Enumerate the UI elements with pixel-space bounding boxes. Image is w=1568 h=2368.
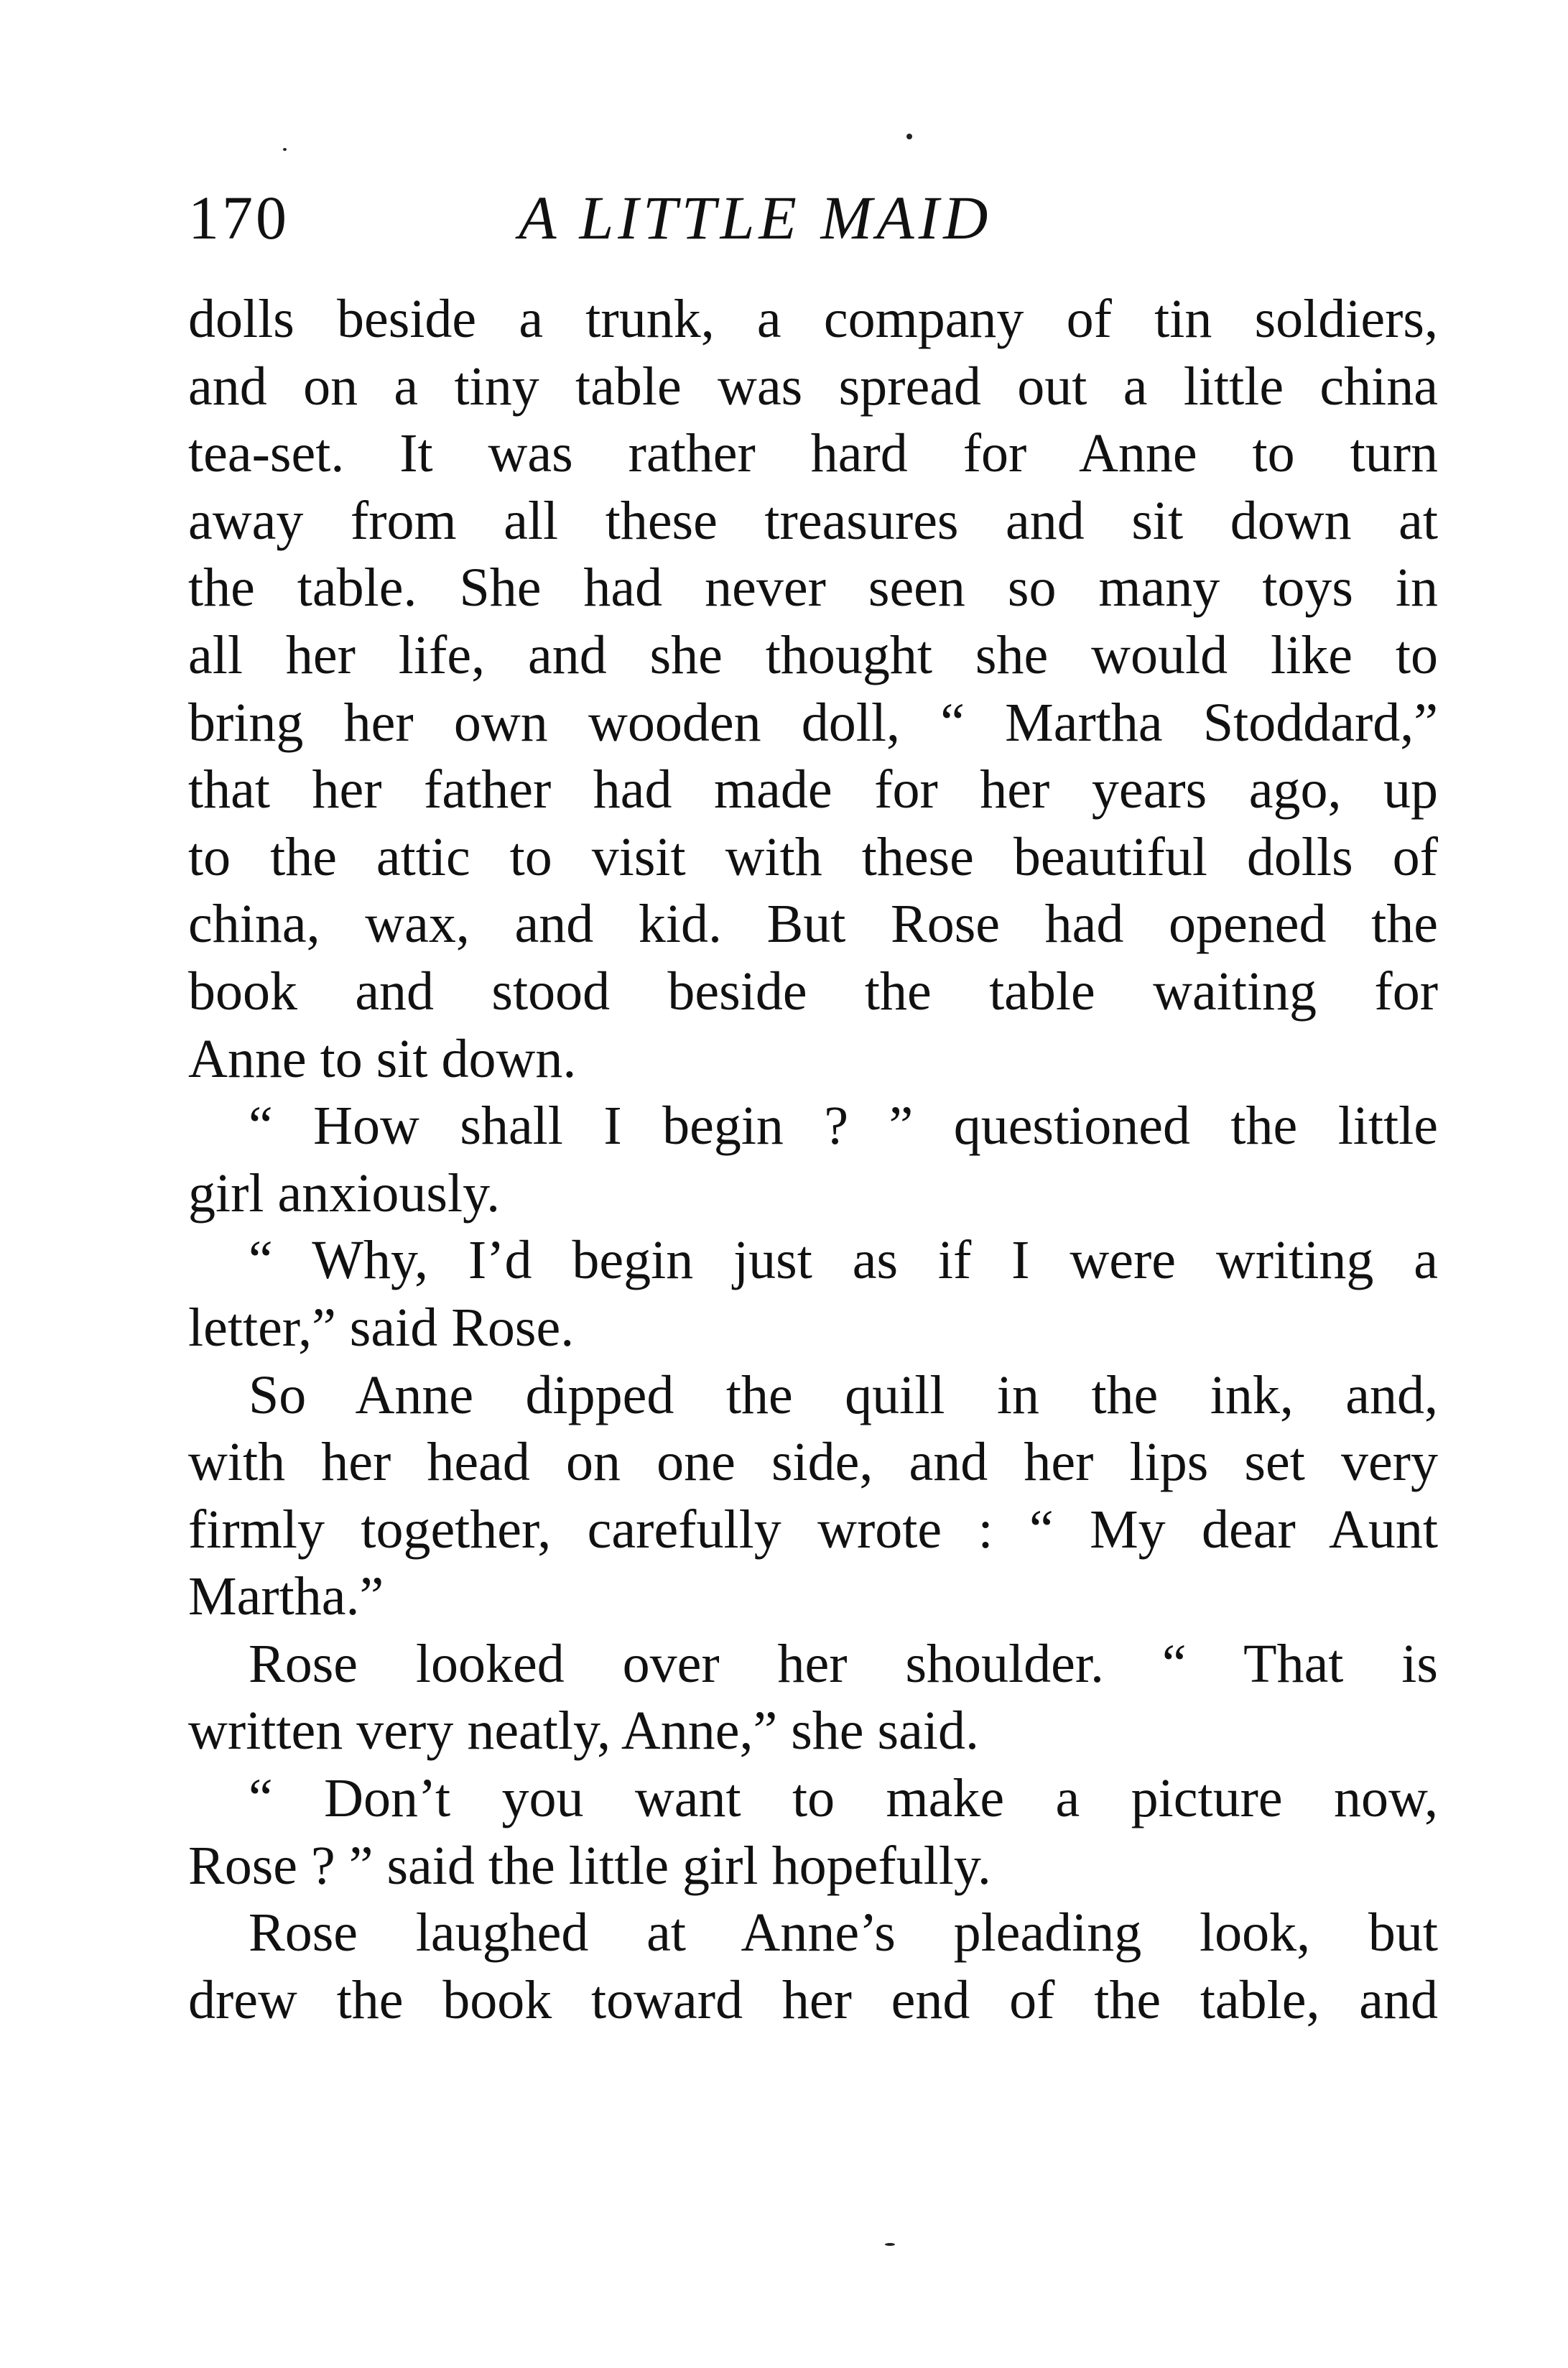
print-speck — [283, 148, 287, 151]
page-header — [188, 178, 1438, 257]
paragraph — [188, 1093, 1438, 1227]
body-text — [188, 286, 1438, 2034]
paragraph — [188, 286, 1438, 1093]
text-line: that her father had made for her years ago, up — [188, 759, 1438, 820]
text-line: letter,” said Rose. — [188, 1297, 575, 1358]
paragraph — [188, 1765, 1438, 1900]
text-line: Rose laughed at Anne’s pleading look, but — [249, 1902, 1438, 1964]
text-line: bring her own wooden doll, “ Martha Stoddard,” — [188, 692, 1438, 753]
running-title: A LITTLE MAID — [519, 183, 993, 252]
text-line: and on a tiny table was spread out a little china — [188, 356, 1438, 417]
text-line: to the attic to visit with these beautiful dolls of — [188, 826, 1438, 887]
text-line: book and stood beside the table waiting for — [188, 961, 1438, 1022]
text-line: dolls beside a trunk, a company of tin soldiers, — [188, 289, 1438, 349]
print-speck — [885, 2243, 895, 2246]
print-speck — [906, 134, 912, 139]
text-line: Rose looked over her shoulder. “ That is — [249, 1633, 1438, 1694]
text-line: “ Why, I’d begin just as if I were writing a — [249, 1230, 1438, 1291]
text-line: all her life, and she thought she would like to — [188, 624, 1438, 685]
text-line: drew the book toward her end of the table, and — [188, 1969, 1438, 2030]
text-line: Rose ? ” said the little girl hopefully. — [188, 1835, 991, 1896]
text-line: tea-set. It was rather hard for Anne to turn — [188, 423, 1438, 484]
text-line: firmly together, carefully wrote : “ My dear Aunt — [188, 1499, 1438, 1560]
text-line: china, wax, and kid. But Rose had opened the — [188, 894, 1438, 955]
text-line: away from all these treasures and sit down at — [188, 490, 1438, 551]
text-line: So Anne dipped the quill in the ink, and, — [249, 1364, 1438, 1425]
text-line: “ How shall I begin ? ” questioned the little — [249, 1096, 1438, 1157]
page-number: 170 — [188, 183, 289, 252]
text-line: Anne to sit down. — [188, 1028, 577, 1089]
paragraph — [188, 1362, 1438, 1631]
text-line: with her head on one side, and her lips set very — [188, 1432, 1438, 1493]
paragraph — [188, 1900, 1438, 2034]
paragraph — [188, 1227, 1438, 1361]
text-line: Martha.” — [188, 1566, 384, 1627]
text-line: “ Don’t you want to make a picture now, — [249, 1768, 1438, 1829]
text-line: written very neatly, Anne,” she said. — [188, 1701, 979, 1762]
text-line: the table. She had never seen so many toys in — [188, 558, 1438, 619]
text-line: girl anxiously. — [188, 1162, 501, 1224]
paragraph — [188, 1631, 1438, 1765]
